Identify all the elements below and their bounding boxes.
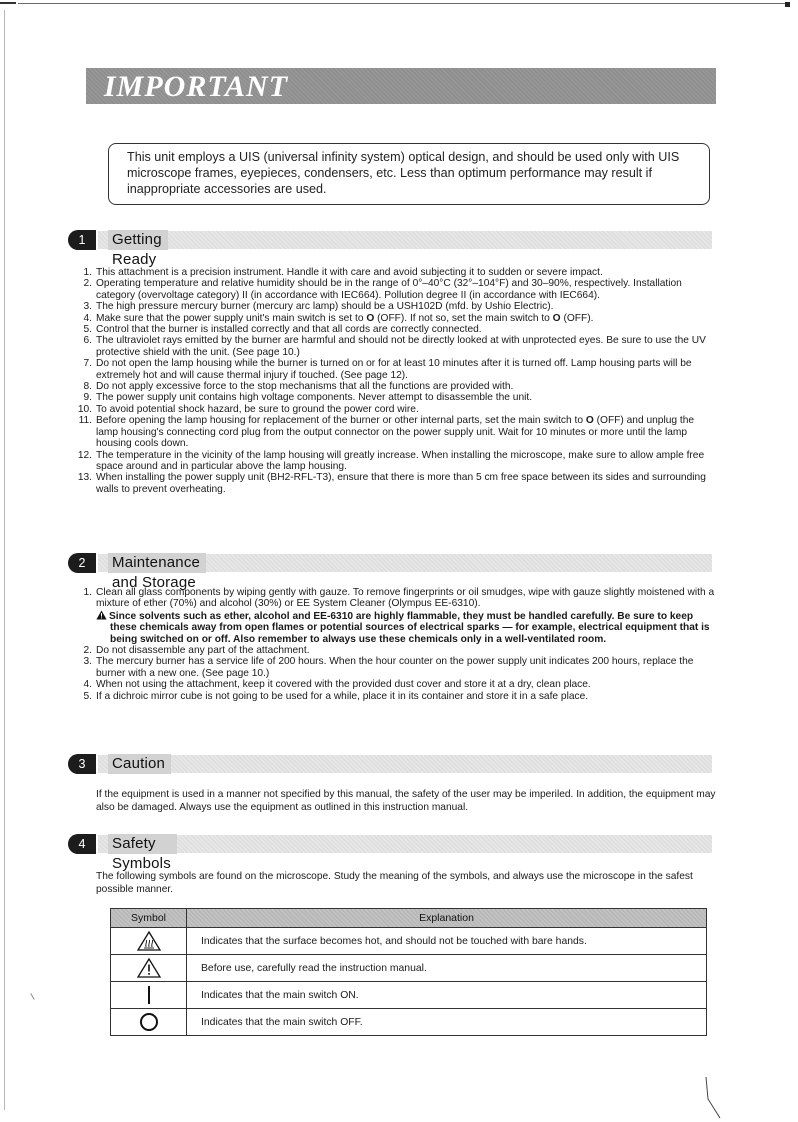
section-number-badge: 2 xyxy=(68,553,96,573)
list-item xyxy=(83,312,716,324)
uis-notice-box: This unit employs a UIS (universal infinity system) optical design, and should be used only with UIS microscope frames, eyepieces, condensers, etc. Less than optimum performance may result if inappropriate accessories are used. xyxy=(108,143,710,205)
list-item xyxy=(83,278,716,301)
section-number-badge: 3 xyxy=(68,754,96,774)
safety-symbols-intro: The following symbols are found on the microscope. Study the meaning of the symbols, and always use the microscope in the safest possible manner. xyxy=(96,871,693,895)
item-number: 5. xyxy=(83,324,92,336)
list-item xyxy=(77,449,716,473)
list-item xyxy=(83,324,716,336)
getting-ready-list xyxy=(77,267,716,495)
item-text: To avoid potential shock hazard, be sure to ground the power cord wire. xyxy=(96,403,419,415)
list-item xyxy=(83,656,716,679)
off-symbol: O xyxy=(552,312,561,324)
item-text: Do not apply excessive force to the stop mechanisms that all the functions are provided with. xyxy=(96,381,514,393)
list-item xyxy=(78,415,716,450)
list-item xyxy=(83,267,716,278)
section-number-badge: 1 xyxy=(68,230,96,250)
top-border-line xyxy=(18,3,788,4)
table-row xyxy=(111,982,707,1009)
maintenance-list xyxy=(83,587,716,702)
section-bar xyxy=(98,835,712,853)
explanation-cell: Before use, carefully read the instruction manual. xyxy=(187,955,707,982)
warning-text: Since solvents such as ether, alcohol and EE-6310 are highly flammable, they must be handled carefully. Be sure to keep these chemicals away from open flames or potential sources of electrical sparks — for example, electrical equipment that is being switched on or off. Also remember to always use these chemicals only in a well-ventilated room. xyxy=(109,610,710,645)
item-number: 4. xyxy=(83,312,92,324)
item-text: The ultraviolet rays emitted by the burner are harmful and should not be directly looked at with unprotected eyes. Be sure to use the UV protective shield with the unit. (See page 10.) xyxy=(96,335,706,358)
item-number: 3. xyxy=(83,301,92,313)
item-number: 10. xyxy=(77,403,92,415)
item-text: The high pressure mercury burner (mercury arc lamp) should be a USH102D (mfd. by Ushio Electric). xyxy=(96,301,554,313)
off-symbol: O xyxy=(585,415,594,427)
table-row xyxy=(111,928,707,955)
item-text: This attachment is a precision instrument. Handle it with care and avoid subjecting it to sudden or severe impact. xyxy=(96,267,603,278)
list-item xyxy=(83,587,716,645)
flammable-warning xyxy=(96,610,716,645)
item-text: (OFF) and unplug the lamp housing's connecting cord plug from the output connector on the power supply unit. Wait for 10 minutes or more until the lamp housing cools down. xyxy=(96,415,695,450)
item-text: Do not disassemble any part of the attachment. xyxy=(96,645,310,657)
left-margin-line xyxy=(4,10,5,1110)
section-title: Getting Ready xyxy=(108,230,168,250)
column-header-explanation: Explanation xyxy=(187,909,707,928)
safety-symbols-table xyxy=(110,908,707,1036)
section-title: Caution xyxy=(108,754,171,774)
power-off-icon xyxy=(139,1012,159,1032)
page-title: IMPORTANT xyxy=(104,70,289,103)
item-number: 5. xyxy=(83,690,92,702)
table-header-row xyxy=(111,909,707,928)
caution-text: If the equipment is used in a manner not specified by this manual, the safety of the user may be imperiled. In addition, the equipment may also be damaged. Always use the equipment as outlined in this instruction manual. xyxy=(96,789,716,813)
corner-mark-top-right xyxy=(785,2,790,7)
margin-mark xyxy=(30,993,34,1000)
section-bar xyxy=(98,231,712,249)
explanation-cell: Indicates that the surface becomes hot, and should not be touched with bare hands. xyxy=(187,928,707,955)
list-item xyxy=(83,645,716,657)
item-text: The temperature in the vicinity of the lamp housing will greatly increase. When installing the microscope, make sure to allow ample free space around and in particular above the lamp housing. xyxy=(96,449,705,472)
list-item xyxy=(83,358,716,381)
warning-triangle-icon xyxy=(96,610,107,620)
margin-scribble-mark xyxy=(700,1075,724,1120)
item-text: Clean all glass components by wiping gently with gauze. To remove fingerprints or oil smudges, wipe with gauze slightly moistened with a mixture of ether (70%) and alcohol (30%) or EE System Cleaner (Olympus EE-6310). xyxy=(96,587,715,610)
column-header-symbol: Symbol xyxy=(111,909,187,928)
item-number: 2. xyxy=(83,645,92,657)
hot-surface-warning-icon xyxy=(137,931,161,951)
item-number: 3. xyxy=(83,656,92,668)
item-text: Do not open the lamp housing while the burner is turned on or for at least 10 minutes after it is turned off. Lamp housing parts will be extremely hot and will cause thermal injury if touched. (See page 12). xyxy=(96,358,692,381)
item-number: 8. xyxy=(83,381,92,393)
corner-mark-top-left xyxy=(0,2,16,4)
item-number: 2. xyxy=(83,278,92,290)
list-item xyxy=(83,690,716,702)
symbol-cell xyxy=(111,982,187,1009)
item-text: (OFF). If not so, set the main switch to xyxy=(377,312,550,324)
item-number: 9. xyxy=(83,392,92,404)
item-number: 7. xyxy=(83,358,92,370)
item-text: The mercury burner has a service life of 200 hours. When the hour counter on the power supply unit indicates 200 hours, replace the burner with a new one. (See page 10.) xyxy=(96,656,694,679)
list-item xyxy=(77,472,716,495)
symbol-cell xyxy=(111,928,187,955)
item-number: 6. xyxy=(83,335,92,347)
list-item xyxy=(83,301,716,313)
item-number: 13. xyxy=(77,472,92,484)
explanation-cell: Indicates that the main switch OFF. xyxy=(187,1009,707,1036)
section-title: Safety Symbols xyxy=(108,834,177,854)
table-row xyxy=(111,955,707,982)
list-item xyxy=(83,335,716,358)
symbol-cell xyxy=(111,1009,187,1036)
item-number: 11. xyxy=(78,415,92,427)
symbol-cell xyxy=(111,955,187,982)
item-number: 1. xyxy=(83,587,92,598)
list-item xyxy=(83,381,716,393)
item-text: (OFF). xyxy=(563,312,594,324)
power-on-icon xyxy=(146,985,152,1005)
item-text: Control that the burner is installed correctly and that all cords are correctly connected. xyxy=(96,324,482,336)
item-text: When installing the power supply unit (BH2-RFL-T3), ensure that there is more than 5 cm free space between its sides and surrounding walls to prevent overheating. xyxy=(96,472,706,495)
explanation-cell: Indicates that the main switch ON. xyxy=(187,982,707,1009)
item-text: The power supply unit contains high voltage components. Never attempt to disassemble the unit. xyxy=(96,392,533,404)
list-item xyxy=(83,679,716,691)
section-number-badge: 4 xyxy=(68,834,96,854)
item-text: Make sure that the power supply unit's main switch is set to xyxy=(96,312,364,324)
table-row xyxy=(111,1009,707,1036)
section-bar xyxy=(98,755,712,773)
item-text: Before opening the lamp housing for replacement of the burner or other internal parts, set the main switch to xyxy=(96,415,584,427)
caution-read-manual-icon xyxy=(137,958,161,978)
item-text: When not using the attachment, keep it covered with the provided dust cover and store it at a dry, clean place. xyxy=(96,679,591,691)
list-item xyxy=(77,403,716,415)
item-number: 4. xyxy=(83,679,92,691)
off-symbol: O xyxy=(366,312,375,324)
item-number: 12. xyxy=(77,449,92,461)
list-item xyxy=(83,392,716,404)
item-text: If a dichroic mirror cube is not going to be used for a while, place it in its container and store it in a safe place. xyxy=(96,690,589,702)
item-number: 1. xyxy=(83,267,92,278)
item-text: Operating temperature and relative humidity should be in the range of 0°–40°C (32°–104°F) and 30–90%, respectively. Installation category (overvoltage category) II (in accordance with IEC664). Pollution degree II (in accordance with IEC664). xyxy=(96,278,682,301)
section-title: Maintenance and Storage xyxy=(108,553,206,573)
